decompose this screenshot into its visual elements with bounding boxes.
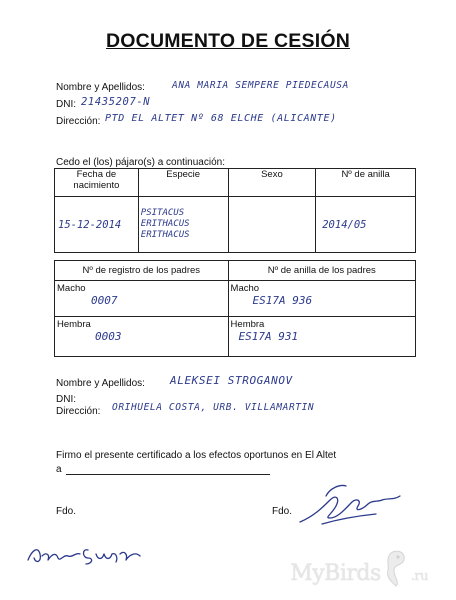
header-parents-ring: Nº de anilla de los padres <box>228 261 415 281</box>
cell-male-ring <box>228 281 415 317</box>
certificate-date-prefix: a <box>56 464 62 475</box>
cell-ring <box>316 197 416 253</box>
species-line-1: PSITACUS <box>140 208 185 218</box>
cell-male-registry <box>55 281 229 317</box>
male-ring-value: ES17A 936 <box>252 294 313 307</box>
cedente-name-value: ANA MARIA SEMPERE PIEDECAUSA <box>172 80 349 91</box>
header-parents-registry: Nº de registro de los padres <box>55 261 229 281</box>
cedente-dni-value: 21435207-N <box>81 96 151 108</box>
parents-table <box>54 260 416 357</box>
cedente-address-label: Dirección: <box>56 116 101 127</box>
cesionario-name-value: ALEKSEI STROGANOV <box>170 374 293 387</box>
male-registry-label: Macho <box>57 283 86 294</box>
female-registry-label: Hembra <box>57 319 91 330</box>
birds-table <box>54 168 416 253</box>
birds-intro: Cedo el (los) pájaro(s) a continuación: <box>56 157 225 168</box>
parrot-silhouette-icon <box>380 548 410 588</box>
cell-birth-date <box>55 197 139 253</box>
document-title: DOCUMENTO DE CESIÓN <box>106 30 350 52</box>
male-ring-label: Macho <box>230 283 260 294</box>
cell-species <box>138 197 228 253</box>
ring-value: 2014/05 <box>322 218 367 231</box>
cell-female-ring <box>228 317 415 357</box>
watermark-tld: .ru <box>410 569 428 584</box>
cedente-name-label: Nombre y Apellidos: <box>56 82 145 93</box>
cesionario-address-value: ORIHUELA COSTA, URB. VILLAMARTIN <box>112 402 315 413</box>
cesionario-signature <box>296 478 416 534</box>
cedente-signature <box>22 532 152 572</box>
cell-female-registry <box>55 317 229 357</box>
species-line-2: ERITHACUS <box>140 219 190 229</box>
birth-date-value: 15-12-2014 <box>58 218 122 231</box>
header-sex: Sexo <box>228 169 316 197</box>
signature-left-label: Fdo. <box>56 506 77 517</box>
female-ring-value: ES17A 931 <box>238 330 299 343</box>
header-ring: Nº de anilla <box>316 169 416 197</box>
cedente-address-value: PTD EL ALTET Nº 68 ELCHE (ALICANTE) <box>105 113 337 124</box>
cesionario-address-label: Dirección: <box>56 406 101 417</box>
cell-sex <box>228 197 316 253</box>
species-line-3: ERITHACUS <box>140 230 190 240</box>
male-registry-value: 0007 <box>91 294 118 307</box>
watermark-brand: MyBirds <box>290 561 381 586</box>
header-species: Especie <box>138 169 228 197</box>
female-registry-value: 0003 <box>95 330 122 343</box>
cedente-dni-label: DNI: <box>56 99 76 110</box>
cesionario-dni-label: DNI: <box>56 394 76 405</box>
header-birth-date: Fecha de nacimiento <box>55 169 139 197</box>
date-line <box>66 474 270 475</box>
female-ring-label: Hembra <box>230 319 265 330</box>
signature-right-label: Fdo. <box>272 506 293 517</box>
certificate-text: Firmo el presente certificado a los efectos oportunos en El Altet <box>56 450 337 461</box>
cesionario-name-label: Nombre y Apellidos: <box>56 378 145 389</box>
